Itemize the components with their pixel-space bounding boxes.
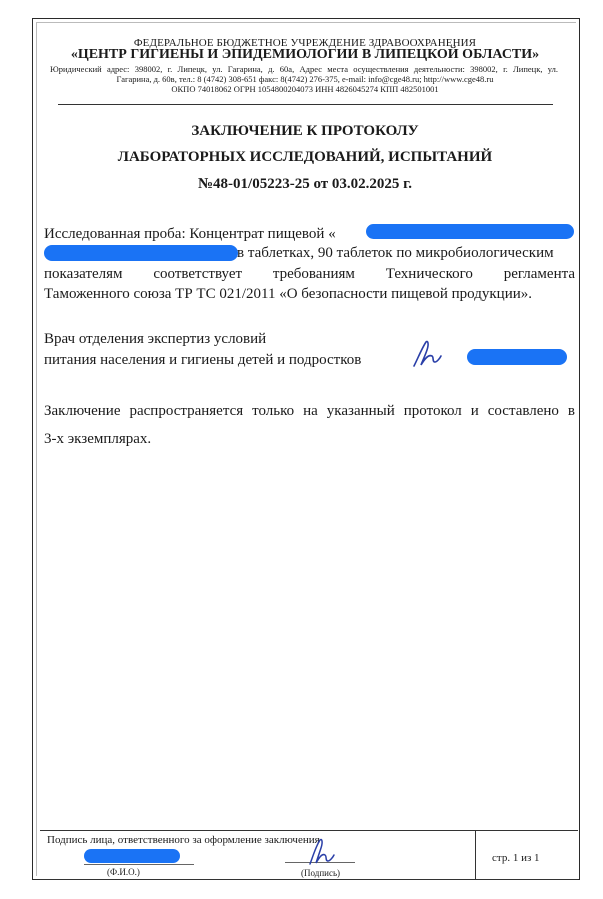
sample-text-line-4: Таможенного союза ТР ТС 021/2011 «О безопасности пищевой продукции». (44, 286, 532, 302)
redaction-mark-product-name-cont (44, 245, 238, 261)
fio-label: (Ф.И.О.) (107, 867, 140, 877)
header-institution-name: «ЦЕНТР ГИГИЕНЫ И ЭПИДЕМИОЛОГИИ В ЛИПЕЦКОЙ ОБЛАСТИ» (70, 47, 540, 62)
redaction-mark-doctor-name (467, 349, 567, 365)
page-number: стр. 1 из 1 (492, 852, 540, 864)
footer-top-rule (40, 830, 578, 831)
conclusion-line-2: 3-х экземплярах. (44, 431, 152, 447)
header-divider (58, 104, 553, 105)
header-address: Юридический адрес: 398002, г. Липецк, ул. Гагарина, д. 60а, Адрес места осуществления деятельности: 398002, г. Липецк, ул. (50, 64, 558, 74)
signature-label: (Подпись) (301, 868, 341, 878)
footer-column-divider (475, 830, 476, 880)
document-title: ЗАКЛЮЧЕНИЕ К ПРОТОКОЛУ (191, 123, 419, 139)
sample-text-line-3: показателям соответствует требованиям Технического регламента (44, 266, 575, 282)
responsible-signature-icon (306, 836, 336, 868)
header-contacts: Гагарина, д. 60в, тел.: 8 (4742) 308-651 факс: 8(4742) 276-375, e-mail: info@cge48.ru; http://www.cge48.ru (116, 74, 494, 84)
sample-text-line-1: Исследованная проба: Концентрат пищевой « (44, 226, 336, 242)
doctor-position-line-2: питания населения и гигиены детей и подростков (44, 352, 362, 368)
header-institution-type: ФЕДЕРАЛЬНОЕ БЮДЖЕТНОЕ УЧРЕЖДЕНИЕ ЗДРАВООХРАНЕНИЯ (133, 37, 477, 49)
doctor-position-line-1: Врач отделения экспертиз условий (44, 331, 267, 347)
protocol-number: №48-01/05223-25 от 03.02.2025 г. (197, 176, 413, 192)
document-subtitle: ЛАБОРАТОРНЫХ ИССЛЕДОВАНИЙ, ИСПЫТАНИЙ (117, 149, 493, 165)
header-registration-codes: ОКПО 74018062 ОГРН 1054800204073 ИНН 4826045274 КПП 482501001 (171, 84, 439, 94)
sample-text-line-2: в таблетках, 90 таблеток по микробиологическим (237, 245, 554, 261)
conclusion-line-1: Заключение распространяется только на указанный протокол и составлено в (44, 403, 575, 419)
fio-underline (84, 864, 194, 865)
document-frame (32, 18, 580, 880)
doctor-signature-icon (410, 338, 444, 370)
redaction-mark-responsible-name (84, 849, 180, 863)
footer-responsible-caption: Подпись лица, ответственного за оформление заключения (47, 834, 320, 846)
footer-bottom-rule (40, 879, 578, 880)
redaction-mark-product-name (366, 224, 574, 239)
